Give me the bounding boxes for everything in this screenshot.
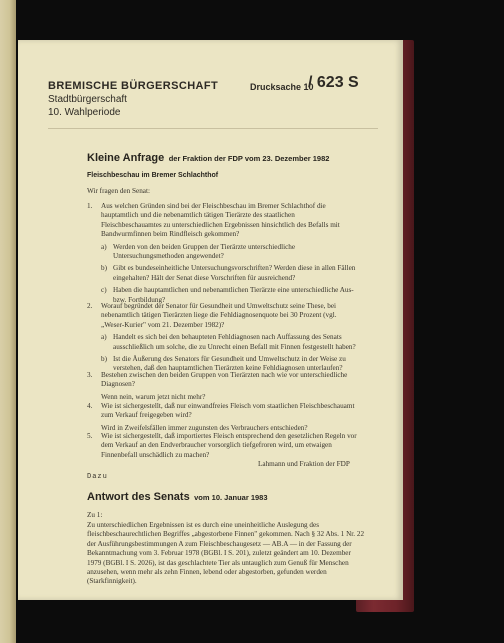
question-subitem	[101, 333, 357, 352]
question-item-number: 3.	[87, 371, 93, 379]
question-subject: Fleischbeschau im Bremer Schlachthof	[87, 172, 219, 179]
question-item-number: 5.	[87, 432, 93, 440]
parliament-name: BREMISCHE BÜRGERSCHAFT	[48, 80, 219, 92]
question-subitem	[101, 243, 357, 262]
subitem-letter: a)	[101, 333, 107, 342]
drucksache-number: / 623 S	[308, 74, 359, 91]
subitem-text: Handelt es sich bei den behaupteten Fehldiagnosen nach Auffassung des Senats ausschließlich um solche, die zu Unrecht einen Befall mit Finnen festgestellt haben?	[113, 333, 356, 351]
answer-title: Antwort des Senats	[87, 491, 190, 503]
question-item	[87, 371, 357, 402]
question-item	[87, 432, 357, 460]
question-item-followup: Wenn nein, warum jetzt nicht mehr?	[101, 392, 206, 401]
question-subitem	[101, 264, 357, 283]
question-item-followup: Wird in Zweifelsfällen immer zugunsten des Verbrauchers entschieden?	[101, 423, 308, 432]
legislative-period: 10. Wahlperiode	[48, 107, 121, 118]
subitem-letter: a)	[101, 242, 107, 251]
subitem-letter: b)	[101, 264, 107, 273]
question-item-number: 1.	[87, 202, 93, 210]
question-item-text: Aus welchen Gründen sind bei der Fleischbeschau im Bremer Schlachthof die hauptamtlich und die nebenamtlich tätigen Tierärzte des staatlichen Fleischbeschauamtes zu unterschiedlichen Ergebnissen hinsichtlich des Befalls mit Bandwurmfinnen beim Rindfleisch gekommen?	[101, 202, 340, 239]
question-item-number: 4.	[87, 402, 93, 410]
chamber-name: Stadtbürgerschaft	[48, 94, 127, 105]
answer-item-number: Zu 1:	[87, 511, 103, 519]
dazu-label: Dazu	[87, 473, 108, 481]
question-item-number: 2.	[87, 302, 93, 310]
subitem-text: Haben die hauptamtlichen und nebenamtlichen Tierärzte eine unterschiedliche Aus- bzw. Fortbildung?	[113, 286, 354, 304]
question-item-text: Worauf begründet der Senator für Gesundheit und Umweltschutz seine These, bei nebenamtlich tätigen Tierärzten liege die Fehldiagnosenquote bei 30 Prozent (vgl. „Weser-Kurier" vom 21. Dezember 1982)?	[101, 302, 337, 329]
adjacent-page-edge	[0, 0, 16, 643]
question-item-text: Wie ist sichergestellt, daß importiertes Fleisch entsprechend den gesetzlichen Regeln vor dem Verkauf an den Endverbraucher vorsorglich tiefgefroren wird, um etwaigen Finnenbefall unschädlich zu machen?	[101, 432, 357, 459]
question-item	[87, 402, 357, 433]
document-page	[18, 40, 403, 600]
question-item-text: Wie ist sichergestellt, daß nur einwandfreies Fleisch vom staatlichen Fleischbeschauamt zum Verkauf freigegeben wird?	[101, 402, 355, 420]
question-heading	[87, 148, 329, 166]
answer-title-suffix: vom 10. Januar 1983	[194, 493, 268, 502]
question-item	[87, 302, 357, 374]
signature: Lahmann und Fraktion der FDP	[258, 460, 350, 468]
subitem-text: Ist die Äußerung des Senators für Gesundheit und Umweltschutz in der Weise zu verstehen, daß den hauptamtlichen Tierärzten keine Fehldiagnosen unterlaufen?	[113, 355, 346, 373]
answer-text: Zu unterschiedlichen Ergebnissen ist es durch eine uneinheitliche Auslegung des fleischbeschaurechtlichen Begriffes „abgestorbene Finnen" gekommen. Nach § 32 Abs. 1 Nr. 22 der Ausführungsbestimmungen A zum Fleischbeschaugesetz — AB.A — in der Fassung der Bekanntmachung vom 3. Februar 1978 (BGBl. I S. 201), zuletzt geändert am 10. Dezember 1979 (BGBl. I S. 2026), ist das geschlachtete Tier als untauglich zum Genuß für Menschen anzusehen, wenn mehr als zehn Finnen, lebend oder abgestorben, gefunden werden (Starkfinnigkeit).	[87, 521, 365, 586]
question-item	[87, 202, 357, 305]
header-divider	[48, 128, 378, 129]
answer-heading	[87, 487, 268, 505]
drucksache-label: Drucksache 10	[250, 82, 314, 92]
question-title: Kleine Anfrage	[87, 152, 165, 164]
question-title-suffix: der Fraktion der FDP vom 23. Dezember 1982	[168, 154, 330, 163]
question-intro: Wir fragen den Senat:	[87, 187, 150, 195]
subitem-text: Gibt es bundeseinheitliche Untersuchungsvorschriften? Werden diese in allen Fällen eingehalten? Hält der Senat diese Vorschriften für ausreichend?	[113, 264, 356, 282]
subitem-letter: b)	[101, 355, 107, 364]
subitem-text: Werden von den beiden Gruppen der Tierärzte unterschiedliche Untersuchungsmethoden angewendet?	[113, 242, 296, 261]
question-item-text: Bestehen zwischen den beiden Gruppen von Tierärzten nach wie vor unterschiedliche Diagnosen?	[101, 371, 348, 389]
subitem-letter: c)	[101, 286, 107, 295]
